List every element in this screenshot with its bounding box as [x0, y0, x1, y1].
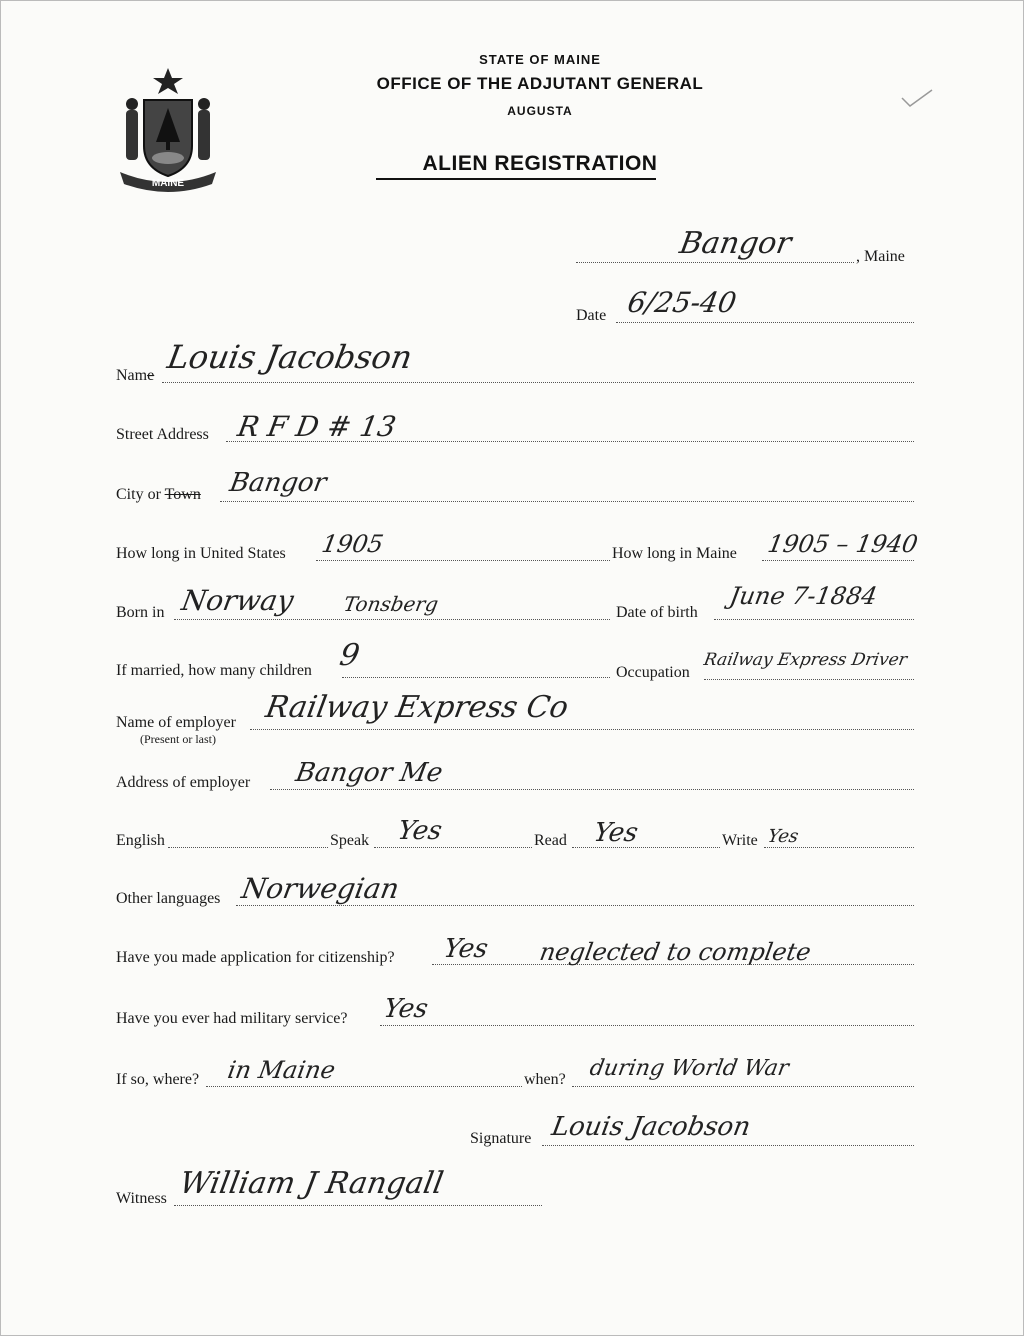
where-value[interactable]: in Maine: [225, 1056, 338, 1084]
date-value[interactable]: 6/25-40: [625, 286, 739, 319]
citizenship-note[interactable]: neglected to complete: [537, 938, 814, 966]
speak-value[interactable]: Yes: [395, 816, 445, 846]
other-languages-label: Other languages: [116, 890, 221, 907]
dob-label: Date of birth: [616, 604, 698, 621]
date-label: Date: [576, 307, 607, 324]
maine-duration-label: How long in Maine: [612, 545, 737, 562]
title-underline: [376, 178, 656, 180]
witness-label: Witness: [116, 1190, 167, 1207]
born-in-label: Born in: [116, 604, 165, 621]
born-in-town[interactable]: Tonsberg: [341, 592, 441, 616]
place-value[interactable]: Bangor: [676, 226, 794, 261]
where-label: If so, where?: [116, 1071, 200, 1088]
employer-sublabel: (Present or last): [140, 732, 216, 746]
signature-label: Signature: [470, 1130, 532, 1147]
write-value[interactable]: Yes: [766, 826, 801, 847]
city-value[interactable]: Bangor: [227, 468, 329, 498]
employer-address-value[interactable]: Bangor Me: [293, 758, 446, 788]
employer-value[interactable]: Railway Express Co: [262, 690, 571, 725]
citizenship-value[interactable]: Yes: [441, 934, 491, 964]
other-languages-value[interactable]: Norwegian: [239, 872, 402, 905]
witness-value[interactable]: William J Rangall: [176, 1166, 446, 1201]
office-heading: OFFICE OF THE ADJUTANT GENERAL: [376, 74, 704, 93]
read-value[interactable]: Yes: [591, 818, 641, 848]
children-label: If married, how many children: [116, 662, 312, 679]
military-label: Have you ever had military service?: [116, 1010, 348, 1027]
born-in-country[interactable]: Norway: [179, 584, 297, 617]
employer-address-label: Address of employer: [116, 774, 251, 791]
speak-label: Speak: [330, 832, 370, 849]
street-address-value[interactable]: R F D # 13: [235, 410, 399, 443]
seal-banner-text: MAINE: [151, 178, 185, 189]
children-value[interactable]: 9: [336, 638, 363, 673]
employer-label: Name of employer: [116, 714, 236, 731]
city-heading: AUGUSTA: [507, 104, 573, 118]
dob-value[interactable]: June 7-1884: [727, 582, 880, 610]
us-duration-value[interactable]: 1905: [319, 530, 386, 558]
read-label: Read: [534, 832, 567, 849]
check-mark: [900, 88, 934, 110]
state-heading: STATE OF MAINE: [479, 52, 601, 67]
when-value[interactable]: during World War: [587, 1056, 791, 1081]
maine-seal: [112, 64, 224, 194]
occupation-value[interactable]: Railway Express Driver: [702, 650, 909, 670]
citizenship-label: Have you made application for citizenship?: [116, 949, 395, 966]
city-label: City or Town: [116, 486, 201, 503]
maine-duration-value[interactable]: 1905 – 1940: [765, 530, 920, 558]
name-value[interactable]: Louis Jacobson: [164, 338, 416, 376]
military-value[interactable]: Yes: [381, 994, 431, 1024]
street-address-label: Street Address: [116, 426, 209, 443]
form-title: ALIEN REGISTRATION: [422, 152, 658, 175]
name-label: Name: [116, 367, 155, 384]
state-suffix: , Maine: [856, 248, 905, 265]
occupation-label: Occupation: [616, 664, 690, 681]
when-label: when?: [524, 1071, 566, 1088]
write-label: Write: [722, 832, 758, 849]
signature-value[interactable]: Louis Jacobson: [549, 1112, 753, 1142]
us-duration-label: How long in United States: [116, 545, 286, 562]
english-label: English: [116, 832, 165, 849]
